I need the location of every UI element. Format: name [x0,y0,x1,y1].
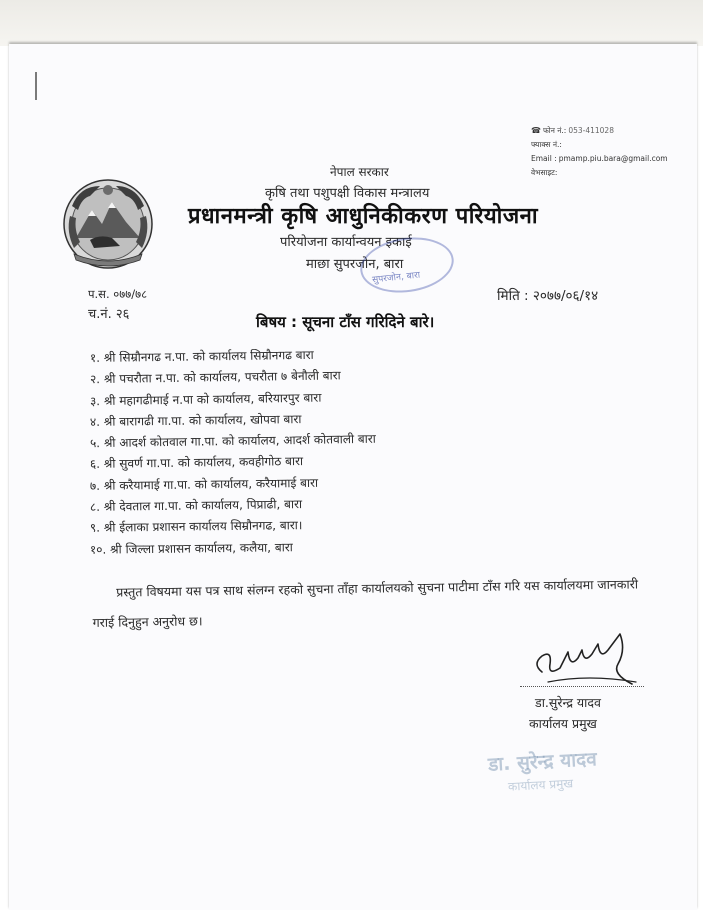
recipient-item: ८. श्री देवताल गा.पा. को कार्यालय, पिप्राढी, बारा [89,497,303,515]
recipient-list [90,346,376,559]
nepal-emblem-icon [60,176,156,272]
handwritten-signature [528,628,640,692]
email-row [531,152,668,166]
fiscal-reference: प.स. ०७७/७८ [88,287,148,301]
office-stamp-text: सुपरजोन, बारा [371,270,421,286]
phone-label: फोन नं.: [542,126,567,135]
margin-mark [35,72,37,100]
recipient-item: ५. श्री आदर्श कोतवाल गा.पा. को कार्यालय, आदर्श कोतवाली बारा [89,431,376,451]
implementation-unit: परियोजना कार्यान्वयन इकाई [280,235,412,250]
fax-label: फ्याक्स नं.: [531,140,562,149]
email-value: pmamp.piu.bara@gmail.com [558,154,668,163]
letter-subject: बिषय : सूचना टाँस गरिदिने बारे। [256,313,435,331]
recipient-item: ६. श्री सुवर्ण गा.पा. को कार्यालय, कवहीगोठ बारा [89,454,304,472]
fax-row [531,138,668,152]
dispatch-number: च.नं. २६ [88,307,130,322]
signatory-name: डा.सुरेन्द्र यादव [535,695,602,710]
phone-icon: ☎ [531,126,541,135]
email-label: Email : [531,154,557,163]
project-title: प्रधानमन्त्री कृषि आधुनिकीकरण परियोजना [188,204,539,229]
recipient-item: १०. श्री जिल्ला प्रशासन कार्यालय, कलैया, बारा [89,539,293,557]
recipient-item: ९. श्री ईलाका प्रशासन कार्यालय सिम्रौनगढ, बारा। [89,518,303,536]
website-row [531,166,668,180]
letter-body: प्रस्तुत विषयमा यस पत्र साथ संलग्न रहको सुचना ताँहा कार्यालयको सुचना पाटीमा टाँस गरि यस कार्यालयमा जानकारी गराई दिनुहुन अनुरोध छ। [92,576,639,630]
office-location: माछा सुपरजोन, बारा [306,257,404,272]
scan-top-strip [0,0,703,46]
recipient-item: १. श्री सिम्रौनगढ न.पा. को कार्यालय सिम्रौनगढ बारा [89,347,314,365]
seal-title: कार्यालय प्रमुख [507,776,574,794]
ministry-name: कृषि तथा पशुपक्षी विकास मन्त्रालय [265,186,430,201]
seal-name: डा. सुरेन्द्र यादव [487,748,598,776]
government-name: नेपाल सरकार [330,165,389,179]
recipient-item: ४. श्री बारागढी गा.पा. को कार्यालय, खोपवा बारा [89,411,302,429]
signatory-title: कार्यालय प्रमुख [529,716,597,731]
recipient-item: ७. श्री करैयामाई गा.पा. को कार्यालय, करैयामाई बारा [89,475,319,493]
recipient-item: २. श्री पचरौता न.पा. को कार्यालय, पचरौता ७ बेनौली बारा [89,368,341,387]
recipient-item: ३. श्री महागढीमाई न.पा को कार्यालय, बरियारपुर बारा [89,390,322,408]
website-label: वेभसाइट: [531,168,558,177]
contact-block [531,124,668,180]
phone-value: 053-411028 [568,126,614,135]
phone-row [531,124,668,138]
signature-line [520,686,644,687]
letter-date: मिति : २०७७/०६/१४ [497,288,599,304]
